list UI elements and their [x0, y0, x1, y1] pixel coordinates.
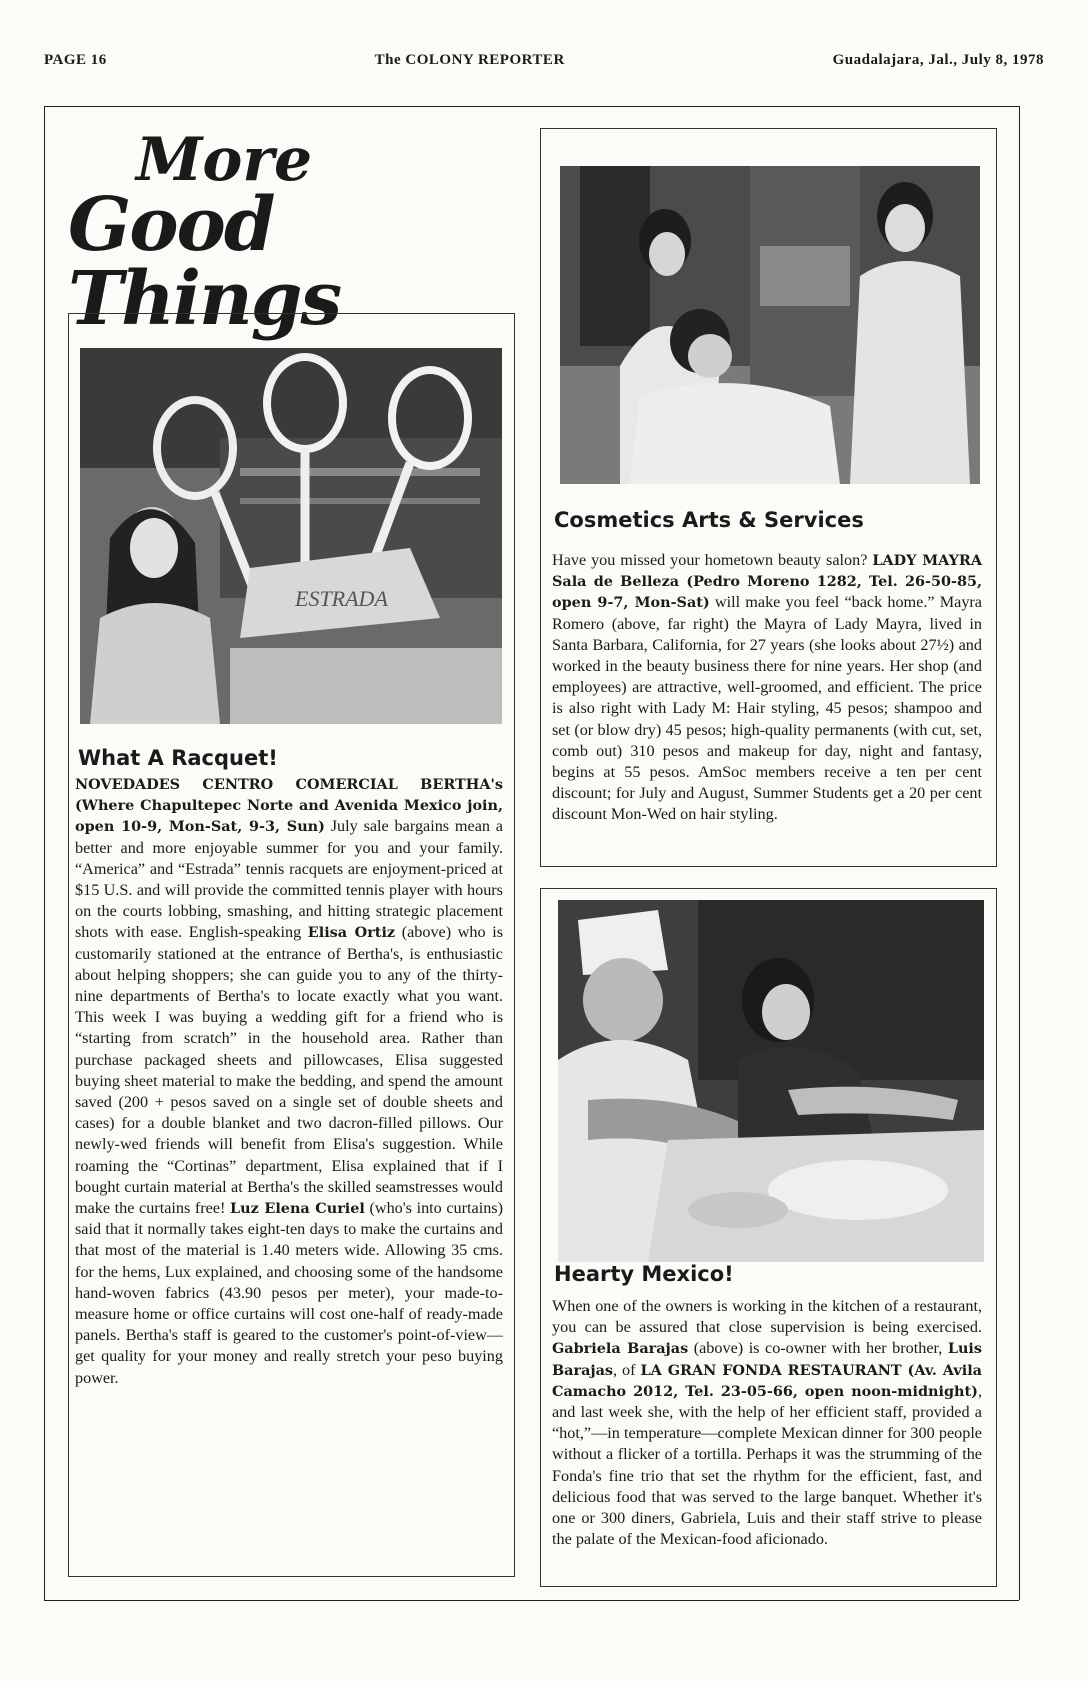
paper-name: The COLONY REPORTER	[374, 52, 565, 68]
salon-photo	[560, 166, 980, 484]
lady-mayra-lead: LADY MAYRA Sala de Belleza (Pedro Moreno 1282, Tel. 26-50-85, open 9-7, Mon-Sat)	[552, 552, 982, 612]
top-rule	[44, 106, 1019, 107]
elisa-name: Elisa Ortiz	[307, 924, 396, 942]
section-title	[68, 125, 528, 342]
racquet-article: NOVEDADES CENTRO COMERCIAL BERTHA's (Where Chapultepec Norte and Avenida Mexico join, open 10-9, Mon-Sat, 9-3, Sun) July sale bargains mean a better and more enjoyable summer for you and your family. “America” and “Estrada” tennis racquets are enjoyment-priced at $15 U.S. and will provide the committed tennis player with hours on the courts lobbing, smashing, and hitting strategic placement shots with ease. English-speaking Elisa Ortiz (above) who is customarily stationed at the entrance of Bertha's, is enthusiastic about helping shoppers; she can guide you to any of the thirty-nine departments of Bertha's to locate exactly what you want. This week I was buying a wedding gift for a friend who is “starting from scratch” in the household area. Rather than purchase packaged sheets and pillowcases, Elisa suggested buying sheet material to make the bedding, and spend the amount saved (200 + pesos saved on a single set of double sheets and cases) for a double blanket and two dacron-filled pillows. Our newly-wed friends will benefit from Elisa's suggestion. While roaming the “Cortinas” department, Elisa explained that if I bought curtain material at Bertha's the skilled seamstresses would make the curtains free! Luz Elena Curiel (who's into curtains) said that it normally takes eight-ten days to make the curtains and that most of the material is 1.40 meters wide. Allowing 35 cms. for the hems, Lux explained, and choosing some of the handsome hand-woven fabrics (43.90 pesos per meter), your made-to-measure home or office curtains will cost one-half of ready-made panels. Bertha's staff is geared to the customer's point-of-view—get quality for your money and really stretch your peso buying power.	[75, 776, 504, 1387]
cosmetics-article: Have you missed your hometown beauty salon? LADY MAYRA Sala de Belleza (Pedro Moreno 1282, Tel. 26-50-85, open 9-7, Mon-Sat) will make you feel “back home.” Mayra Romero (above, far right) the Mayra of Lady Mayra, lived in Santa Barbara, California, for 27 years (she looks about 27½) and worked in the beauty business there for nine years. Her shop (and employees) are attractive, well-groomed, and efficient. The price is also right with Lady M: Hair styling, 45 pesos; shampoo and set (or blow dry) 45 pesos; high-quality permanents (with cut, set, comb out) 310 pesos and makeup for day, night and fantasy, begins at 55 pesos. AmSoc members receive a ten per cent discount; for July and August, Summer Students get a 20 per cent discount Mon-Wed on hair styling.	[552, 551, 982, 824]
title-good-things: Good Things	[68, 182, 341, 342]
gabriela-name: Gabriela Barajas	[552, 1340, 689, 1358]
title-more: More	[136, 125, 313, 195]
bottom-rule	[44, 1600, 1019, 1601]
page-number: PAGE 16	[44, 52, 107, 68]
left-rule	[44, 106, 45, 1600]
luis-name: Luis Barajas	[552, 1340, 982, 1379]
racquet-lead: NOVEDADES CENTRO COMERCIAL BERTHA's (Where Chapultepec Norte and Avenida Mexico join, open 10-9, Mon-Sat, 9-3, Sun)	[75, 776, 503, 836]
luz-name: Luz Elena Curiel	[230, 1200, 365, 1218]
hearty-headline: Hearty Mexico!	[554, 1262, 734, 1286]
racquet-photo	[80, 348, 502, 724]
masthead	[44, 52, 1044, 69]
la-gran-fonda-lead: LA GRAN FONDA RESTAURANT (Av. Avila Camacho 2012, Tel. 23-05-66, open noon-midnight)	[552, 1361, 982, 1400]
restaurant-photo	[558, 900, 984, 1262]
estrada-sign-text: ESTRADA	[295, 586, 388, 611]
cosmetics-headline: Cosmetics Arts & Services	[554, 508, 864, 532]
hearty-article: When one of the owners is working in the kitchen of a restaurant, you can be assured that close supervision is being exercised. Gabriela Barajas (above) is co-owner with her brother, Luis Barajas, of LA GRAN FONDA RESTAURANT (Av. Avila Camacho 2012, Tel. 23-05-66, open noon-midnight), and last week she, with the help of her efficient staff, provided a “hot,”—in temperature—complete Mexican dinner for 300 people without a flicker of a tortilla. Perhaps it was the strumming of the Fonda's fine trio that set the rhythm for the efficient, fast, and delicious food that was served to the large banquet. Whether it's one or 300 diners, Gabriela, Luis and their staff strive to please the palate of the Mexican-food aficionado.	[552, 1297, 982, 1549]
dateline: Guadalajara, Jal., July 8, 1978	[832, 52, 1044, 68]
right-rule	[1019, 106, 1020, 1600]
racquet-headline: What A Racquet!	[78, 746, 278, 770]
